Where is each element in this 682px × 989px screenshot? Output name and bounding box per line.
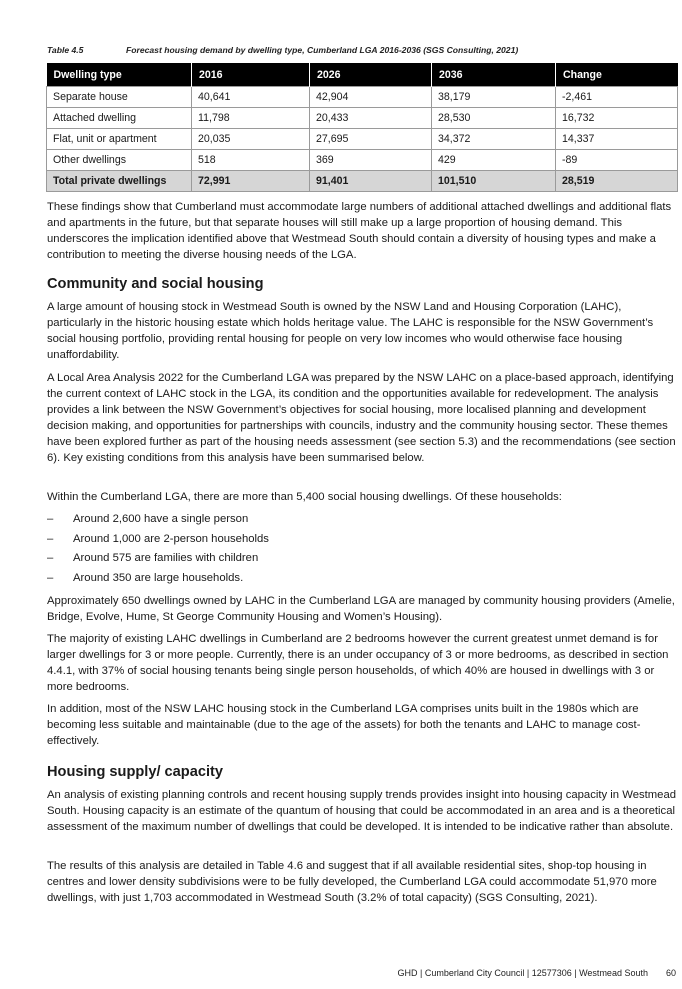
table-number: Table 4.5 xyxy=(47,45,84,55)
page-footer xyxy=(0,968,676,978)
list-item-text: Around 575 are families with children xyxy=(73,552,259,564)
paragraph: An analysis of existing planning controls and recent housing supply trends provides insight into housing capacity in Westmead South. Housing capacity is an estimate of the quantum of housing that could be accommodated in an area and is a theoretical assessment of the maximum number of dwellings that could be developed. It is intended to be indicative rather than absolute. xyxy=(47,789,677,833)
table-total-row xyxy=(47,171,678,192)
housing-demand-table xyxy=(46,63,678,192)
list-item-text: Around 1,000 are 2-person households xyxy=(73,532,269,545)
footer-text: GHD | Cumberland City Council | 12577306 | Westmead South xyxy=(397,968,648,978)
table-cell: 518 xyxy=(192,150,310,171)
table-cell: 14,337 xyxy=(556,129,678,150)
table-cell: 40,641 xyxy=(192,87,310,108)
section-heading-housing-supply: Housing supply/ capacity xyxy=(47,764,223,780)
paragraph: A large amount of housing stock in Westmead South is owned by the NSW Land and Housing Corporation (LAHC), particularly in the historic housing estate which holds heritage value. The LAHC is responsible for the NSW Government’s social housing portfolio, providing rental housing for people on very low incomes who would otherwise face housing unaffordability. xyxy=(47,301,654,361)
paragraph: The results of this analysis are detailed in Table 4.6 and suggest that if all available residential sites, shop-top housing in centres and lower density subdivisions were to be fully developed, the Cumberland LGA could accommodate 51,970 more dwellings, with just 1,703 accommodated in Westmead South (3.2% of total capacity) (SGS Consulting, 2021). xyxy=(47,860,657,904)
column-header: 2036 xyxy=(432,63,556,87)
table-cell: 28,530 xyxy=(432,108,556,129)
table-row xyxy=(47,108,678,129)
list-item xyxy=(47,530,269,550)
list-item-text: Around 350 are large households. xyxy=(73,571,244,584)
table-cell: 16,732 xyxy=(556,108,678,129)
table-cell: 20,433 xyxy=(310,108,432,129)
table-caption xyxy=(47,45,518,55)
table-cell: 38,179 xyxy=(432,87,556,108)
list-item xyxy=(47,569,269,589)
household-list xyxy=(47,510,269,588)
column-header: Change xyxy=(556,63,678,87)
table-cell: Attached dwelling xyxy=(47,108,192,129)
paragraph: In addition, most of the NSW LAHC housing stock in the Cumberland LGA comprises units built in the 1980s which are becoming less suitable and maintainable (due to the age of the assets) for both the tenants and LAHC to manage cost-effectively. xyxy=(47,703,641,747)
table-cell: 34,372 xyxy=(432,129,556,150)
dash-bullet: – xyxy=(47,571,54,584)
table-cell: 11,798 xyxy=(192,108,310,129)
section-heading-community-housing: Community and social housing xyxy=(47,276,264,292)
list-item xyxy=(47,549,269,569)
paragraph: Approximately 650 dwellings owned by LAHC in the Cumberland LGA are managed by community housing providers (Amelie, Bridge, Evolve, Hume, St George Community Housing and Women’s Housing). xyxy=(47,595,675,623)
table-cell: -2,461 xyxy=(556,87,678,108)
table-cell: 42,904 xyxy=(310,87,432,108)
column-header: 2026 xyxy=(310,63,432,87)
dash-bullet: – xyxy=(47,513,54,525)
dash-bullet: – xyxy=(47,552,54,564)
table-row xyxy=(47,87,678,108)
table-cell: 101,510 xyxy=(432,171,556,192)
table-cell: 20,035 xyxy=(192,129,310,150)
paragraph: The majority of existing LAHC dwellings in Cumberland are 2 bedrooms however the current greatest unmet demand is for larger dwellings for 3 or more people. Currently, there is an under occupancy of 3 or more bedrooms, as described in section 4.4.1, with 37% of social housing tenants being single person households, of which 40% are housed in dwellings with 3 or more bedrooms. xyxy=(47,633,669,693)
column-header: Dwelling type xyxy=(47,63,192,87)
table-cell: 28,519 xyxy=(556,171,678,192)
table-cell: 429 xyxy=(432,150,556,171)
table-cell: 369 xyxy=(310,150,432,171)
paragraph: A Local Area Analysis 2022 for the Cumberland LGA was prepared by the NSW LAHC on a place-based approach, identifying the current context of LAHC stock in the LGA, its condition and the opportunities available for redevelopment. The analysis provides a link between the NSW Government’s objectives for social housing, more localised planning and development decision making, and opportunities for partnerships with councils, industry and the community housing sector. These themes have been explored further as part of the housing needs assessment (see section 5.3) and the recommendations (see section 6). Key existing conditions from this analysis have been summarised below. xyxy=(47,372,676,464)
intro-paragraph: These findings show that Cumberland must accommodate large numbers of additional attached dwellings and additional flats and apartments in the future, but that separate houses will still make up a large proportion of housing demand. This underscores the implication identified above that Westmead South should contain a diversity of housing types and make a contribution to meeting the diverse housing needs of the LGA. xyxy=(47,201,672,261)
table-cell: 27,695 xyxy=(310,129,432,150)
list-item xyxy=(47,510,269,530)
column-header: 2016 xyxy=(192,63,310,87)
paragraph: Within the Cumberland LGA, there are more than 5,400 social housing dwellings. Of these households: xyxy=(47,491,562,503)
table-cell: Total private dwellings xyxy=(47,171,192,192)
list-item-text: Around 2,600 have a single person xyxy=(73,513,249,525)
table-row xyxy=(47,150,678,171)
table-cell: 91,401 xyxy=(310,171,432,192)
table-cell: -89 xyxy=(556,150,678,171)
table-row xyxy=(47,129,678,150)
table-cell: Flat, unit or apartment xyxy=(47,129,192,150)
table-cell: Other dwellings xyxy=(47,150,192,171)
dash-bullet: – xyxy=(47,532,54,545)
table-header-row xyxy=(47,63,678,87)
table-title: Forecast housing demand by dwelling type, Cumberland LGA 2016-2036 (SGS Consulting, 2021) xyxy=(126,45,519,55)
page-number: 60 xyxy=(665,968,676,978)
table-cell: Separate house xyxy=(47,87,192,108)
table-cell: 72,991 xyxy=(192,171,310,192)
